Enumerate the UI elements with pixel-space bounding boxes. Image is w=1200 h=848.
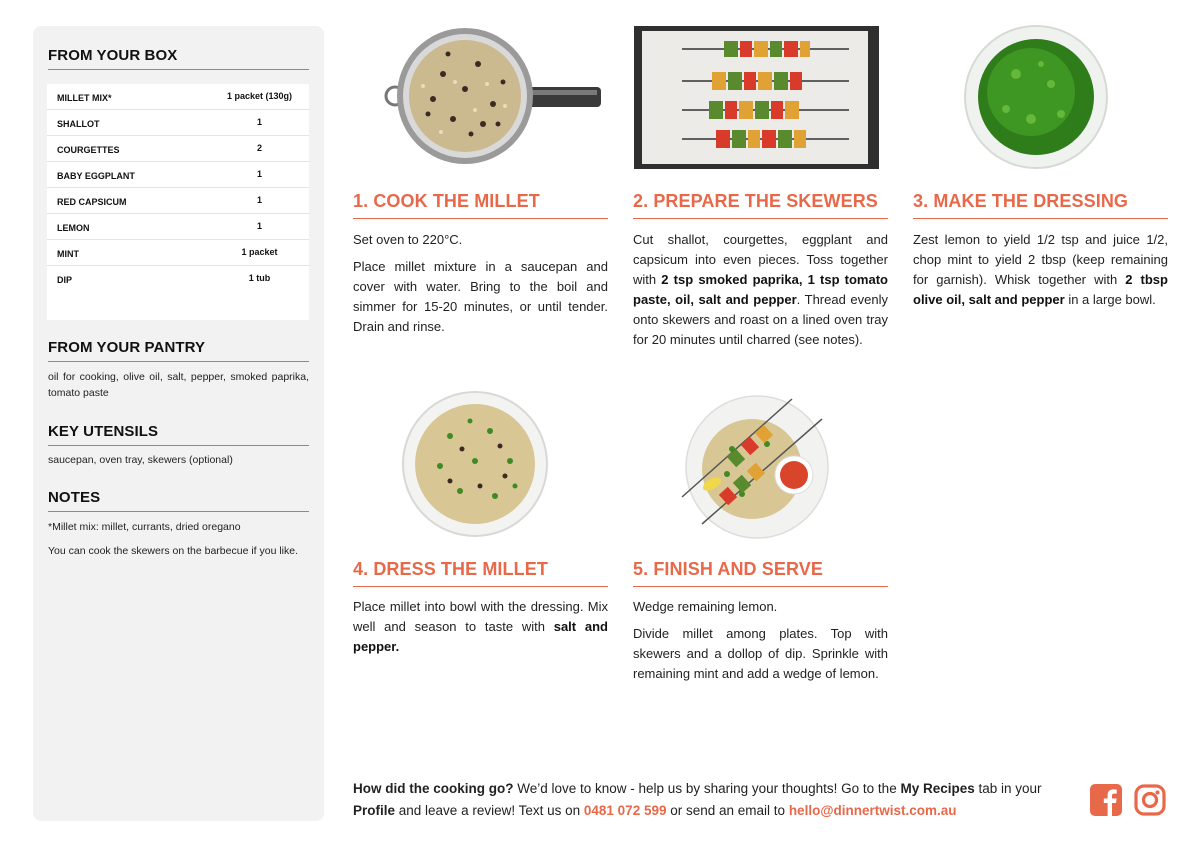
ingredient-qty: 1 [256,221,262,231]
step-4-text-bold: salt and pepper. [353,619,608,654]
footer-text-3: and leave a review! Text us on [395,803,584,818]
step-2-text-a: Cut shallot, courgettes, eggplant and capsicum into even pieces. Toss together with [633,232,888,287]
ingredient-name: MINT [57,249,79,259]
step-1-para-1: Set oven to 220°C. [353,232,463,247]
step-1-text [353,230,608,344]
ingredient-row [47,162,309,188]
ingredient-row [47,110,309,136]
ingredients-table [47,84,309,320]
step-2-text-c: . Thread evenly onto skewers and roast on a lined oven tray for 20 minutes until charred (see notes). [633,292,888,347]
email-link[interactable]: hello@dinnertwist.com.au [788,803,957,818]
ingredient-qty: 1 [256,117,262,127]
step-4-title: 4. DRESS THE MILLET [353,559,608,587]
skewers-tray-image [634,26,879,169]
instagram-icon[interactable] [1134,784,1166,816]
ingredient-name: COURGETTES [57,145,120,155]
notes-heading: NOTES [48,489,309,512]
ingredient-name: SHALLOT [57,119,100,129]
dressed-millet-bowl-image [400,391,550,537]
ingredient-row [47,240,309,266]
step-3-text-c: in a large bowl. [1064,292,1156,307]
ingredient-name: DIP [57,275,73,285]
pantry-list: oil for cooking, olive oil, salt, pepper, smoked paprika, tomato paste [48,371,309,399]
ingredient-name: MILLET MIX* [57,93,112,103]
step-3-text-a: Zest lemon to yield 1/2 tsp and juice 1/2, chop mint to yield 2 tbsp (keep remaining for garnish). Whisk together with [913,232,1168,287]
key-utensils-heading: KEY UTENSILS [48,423,309,446]
dressing-bowl-image [961,24,1111,170]
step-2-text [633,230,888,357]
footer-text-2: tab in your [974,781,1042,796]
from-your-pantry-heading: FROM YOUR PANTRY [48,339,309,362]
phone-number-link[interactable]: 0481 072 599 [583,803,667,818]
ingredient-name: RED CAPSICUM [57,197,127,207]
ingredient-row [47,214,309,240]
step-4-text [353,597,608,664]
note-barbecue: You can cook the skewers on the barbecue if you like. [48,545,299,557]
step-3-text [913,230,1168,317]
step-5-text [633,597,888,691]
ingredient-qty: 2 [256,143,262,153]
ingredient-row [47,136,309,162]
ingredient-qty: 1 packet (130g) [226,91,293,101]
ingredient-name: LEMON [57,223,90,233]
footer-question: How did the cooking go? [353,781,514,796]
step-5-para-1: Wedge remaining lemon. [633,599,778,614]
utensils-list: saucepan, oven tray, skewers (optional) [48,454,233,466]
ingredient-row [47,188,309,214]
profile-link[interactable]: Profile [353,803,396,818]
ingredient-qty: 1 [256,195,262,205]
step-3-text-bold: 2 tbsp olive oil, salt and pepper [913,272,1168,307]
from-your-box-heading: FROM YOUR BOX [48,47,309,70]
step-5-title: 5. FINISH AND SERVE [633,559,888,587]
finished-plate-image [672,389,832,539]
ingredients-sidebar [33,26,324,821]
ingredient-qty: 1 packet [241,247,278,257]
ingredient-row [47,84,309,110]
ingredient-name: BABY EGGPLANT [57,171,135,181]
step-1-title: 1. COOK THE MILLET [353,191,608,219]
step-2-text-bold: 2 tsp smoked paprika, 1 tsp tomato paste, oil, salt and pepper [633,272,888,307]
step-3-title: 3. MAKE THE DRESSING [913,191,1168,219]
step-4-text-a: Place millet into bowl with the dressing. Mix well and season to taste with [353,599,608,634]
feedback-footer [353,778,1073,822]
ingredient-row [47,266,309,292]
ingredient-qty: 1 tub [248,273,271,283]
step-5-para-2: Divide millet among plates. Top with skewers and a dollop of dip. Sprinkle with remaining mint and add a wedge of lemon. [633,626,888,681]
saucepan-millet-image [383,24,603,174]
step-2-title: 2. PREPARE THE SKEWERS [633,191,888,219]
my-recipes-link[interactable]: My Recipes [900,781,975,796]
note-millet-mix: *Millet mix: millet, currants, dried oregano [48,521,241,533]
facebook-icon[interactable] [1090,784,1122,816]
footer-text-4: or send an email to [666,803,789,818]
ingredient-qty: 1 [256,169,262,179]
step-1-para-2: Place millet mixture in a saucepan and cover with water. Bring to the boil and simmer for 15-20 minutes, or until tender. Drain and rinse. [353,259,608,334]
footer-text-1: We’d love to know - help us by sharing your thoughts! Go to the [513,781,901,796]
